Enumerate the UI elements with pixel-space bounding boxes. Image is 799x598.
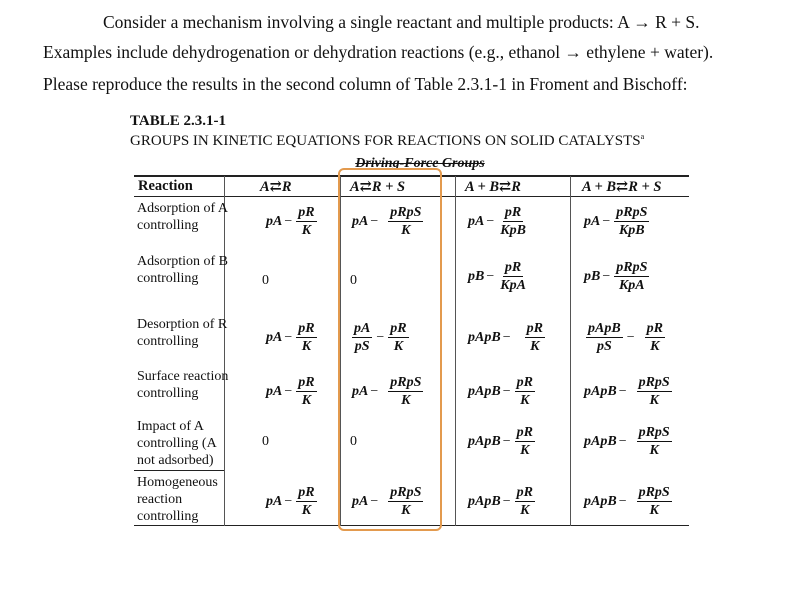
- minus-sign: −: [502, 494, 511, 509]
- column-header-ab-rs: A + B⇄R + S: [582, 179, 662, 195]
- table-title: [130, 132, 644, 150]
- fraction: [296, 374, 316, 410]
- sym-pA: pA: [352, 384, 369, 399]
- row-label-line: controlling: [137, 334, 199, 349]
- cell-r1-c1: [266, 204, 319, 240]
- row-label-line: Homogeneous: [137, 475, 218, 490]
- numerator: pR: [390, 321, 407, 336]
- numerator: pR: [298, 321, 315, 336]
- sym-pA: pA: [266, 494, 283, 509]
- numerator: pR: [516, 485, 533, 500]
- row-label-line: Adsorption of A: [137, 201, 228, 216]
- row-label-line: controlling: [137, 386, 199, 401]
- denominator: KpB: [618, 223, 645, 238]
- cell-r4-c3: [468, 374, 537, 410]
- denominator: K: [401, 503, 411, 518]
- denominator: KpA: [500, 278, 526, 293]
- row-label-line: controlling: [137, 509, 199, 524]
- cell-r3-c3: [468, 320, 547, 356]
- minus-sign: −: [370, 384, 379, 399]
- minus-sign: −: [284, 330, 293, 345]
- row-label-adsorption-b: [137, 253, 228, 287]
- sym-pApB: pApB: [468, 384, 501, 399]
- cell-r4-c4: [584, 374, 674, 410]
- denominator: K: [301, 223, 312, 238]
- fraction: [296, 320, 316, 356]
- table-number: TABLE 2.3.1-1: [130, 113, 226, 129]
- fraction: [525, 320, 545, 356]
- column-header-a-rs: A⇄R + S: [350, 179, 406, 195]
- numerator: pRpS: [390, 205, 422, 220]
- minus-sign: −: [370, 214, 379, 229]
- minus-sign: −: [486, 269, 495, 284]
- cell-r2-c4: [584, 259, 651, 295]
- cell-r5-c4: [584, 424, 674, 460]
- denominator: pS: [354, 339, 370, 354]
- row-label-line: Adsorption of B: [137, 254, 228, 269]
- numerator: pR: [504, 260, 522, 275]
- numerator: pR: [646, 321, 663, 336]
- denominator: K: [520, 393, 530, 408]
- numerator: pR: [298, 485, 315, 500]
- numerator: pR: [504, 205, 522, 220]
- sym-pB: pB: [468, 269, 485, 284]
- minus-sign: −: [502, 330, 511, 345]
- denominator: K: [520, 443, 530, 458]
- denominator: K: [393, 339, 404, 354]
- fraction: [515, 484, 535, 520]
- minus-sign: −: [502, 434, 511, 449]
- numerator: pRpS: [638, 375, 670, 390]
- minus-sign: −: [502, 384, 511, 399]
- row-label-line: Impact of A: [137, 419, 204, 434]
- sym-pApB: pApB: [468, 434, 501, 449]
- fraction: [498, 204, 528, 240]
- zero-value: 0: [262, 273, 269, 288]
- impact-row-rule: [134, 470, 224, 471]
- intro-line-1: Consider a mechanism involving a single reactant and multiple products: A → R + S.: [103, 12, 700, 32]
- row-label-adsorption-a: [137, 200, 228, 234]
- minus-sign: −: [486, 214, 495, 229]
- sym-pA: pA: [584, 214, 601, 229]
- sym-pB: pB: [584, 269, 601, 284]
- minus-sign: −: [618, 384, 627, 399]
- numerator: pRpS: [390, 485, 422, 500]
- zero-value: 0: [262, 434, 269, 449]
- numerator: pR: [516, 375, 533, 390]
- driving-force-groups-text: Driving-Force Groups: [355, 156, 485, 171]
- cell-r5-c3: [468, 424, 537, 460]
- minus-sign: −: [284, 494, 293, 509]
- cell-r6-c3: [468, 484, 537, 520]
- column-header-reaction: Reaction: [138, 178, 193, 194]
- numerator: pR: [298, 375, 315, 390]
- numerator: pR: [526, 321, 543, 336]
- numerator: pRpS: [390, 375, 422, 390]
- row-label-homogeneous: [137, 474, 218, 525]
- zero-value: 0: [350, 273, 357, 288]
- denominator: KpB: [500, 223, 526, 238]
- intro-line-3: Please reproduce the results in the second column of Table 2.3.1-1 in Froment and Bischoff:: [43, 74, 688, 94]
- denominator: KpA: [618, 278, 645, 293]
- numerator: pA: [354, 321, 371, 336]
- numerator: pRpS: [616, 260, 648, 275]
- intro-line-2: Examples include dehydrogenation or dehydration reactions (e.g., ethanol → ethylene + water).: [43, 42, 714, 62]
- denominator: K: [530, 339, 540, 354]
- denominator: K: [649, 393, 659, 408]
- cell-r3-c4: [584, 320, 667, 356]
- fraction: [614, 204, 649, 240]
- table-title-footnote: a: [640, 132, 645, 141]
- fraction: [586, 320, 623, 356]
- fraction: [637, 484, 672, 520]
- minus-sign: −: [284, 214, 293, 229]
- denominator: K: [401, 223, 411, 238]
- sym-pApB: pApB: [584, 494, 617, 509]
- denominator: K: [401, 393, 411, 408]
- row-label-surface-reaction: [137, 368, 228, 402]
- cell-r2-c1: [262, 273, 269, 289]
- minus-sign: −: [602, 214, 611, 229]
- denominator: K: [301, 393, 312, 408]
- cell-r3-c1: [266, 320, 319, 356]
- column-header-a-r: A⇄R: [260, 179, 292, 195]
- numerator: pRpS: [638, 425, 670, 440]
- row-label-line: not adsorbed): [137, 453, 214, 468]
- minus-sign: −: [370, 494, 379, 509]
- second-column-highlight: [338, 168, 442, 531]
- column-divider-4: [570, 176, 571, 526]
- cell-r4-c1: [266, 374, 319, 410]
- minus-sign: −: [618, 494, 627, 509]
- cell-r2-c3: [468, 259, 530, 295]
- minus-sign: −: [602, 269, 611, 284]
- denominator: K: [520, 503, 530, 518]
- column-divider-3: [455, 176, 456, 526]
- sym-pApB: pApB: [584, 384, 617, 399]
- sym-pA: pA: [352, 214, 369, 229]
- minus-sign: −: [376, 330, 385, 345]
- sym-pA: pA: [266, 384, 283, 399]
- denominator: K: [301, 503, 312, 518]
- sym-pApB: pApB: [468, 494, 501, 509]
- sym-pA: pA: [352, 494, 369, 509]
- fraction: [296, 204, 316, 240]
- denominator: K: [649, 443, 659, 458]
- zero-value: 0: [350, 434, 357, 449]
- numerator: pRpS: [616, 205, 648, 220]
- numerator: pR: [298, 205, 315, 220]
- fraction: [637, 374, 672, 410]
- sym-pApB: pApB: [584, 434, 617, 449]
- column-header-ab-r: A + B⇄R: [465, 179, 521, 195]
- row-label-desorption-r: [137, 316, 227, 350]
- fraction: [296, 484, 316, 520]
- fraction: [645, 320, 665, 356]
- denominator: K: [650, 339, 660, 354]
- fraction: [515, 374, 535, 410]
- cell-r6-c1: [266, 484, 319, 520]
- denominator: pS: [596, 339, 612, 354]
- table-title-text: GROUPS IN KINETIC EQUATIONS FOR REACTIONS ON SOLID CATALYSTS: [130, 133, 641, 149]
- denominator: K: [649, 503, 659, 518]
- row-label-line: controlling (A: [137, 436, 217, 451]
- cell-r1-c3: [468, 204, 530, 240]
- denominator: K: [301, 339, 312, 354]
- cell-r6-c4: [584, 484, 674, 520]
- fraction: [637, 424, 672, 460]
- cell-r1-c4: [584, 204, 651, 240]
- row-label-line: Surface reaction: [137, 369, 229, 384]
- row-label-line: Desorption of R: [137, 317, 228, 332]
- row-label-line: controlling: [137, 218, 199, 233]
- sym-pA: pA: [266, 214, 283, 229]
- sym-pApB: pApB: [468, 330, 501, 345]
- numerator: pApB: [588, 321, 621, 336]
- minus-sign: −: [626, 330, 635, 345]
- numerator: pR: [516, 425, 533, 440]
- cell-r5-c1: [262, 434, 269, 450]
- row-label-line: controlling: [137, 271, 199, 286]
- fraction: [515, 424, 535, 460]
- sym-pA: pA: [468, 214, 485, 229]
- fraction: [614, 259, 649, 295]
- numerator: pRpS: [638, 485, 670, 500]
- row-label-line: reaction: [137, 492, 183, 507]
- minus-sign: −: [284, 384, 293, 399]
- fraction: [498, 259, 528, 295]
- row-label-impact-a: [137, 418, 217, 469]
- sym-pA: pA: [266, 330, 283, 345]
- minus-sign: −: [618, 434, 627, 449]
